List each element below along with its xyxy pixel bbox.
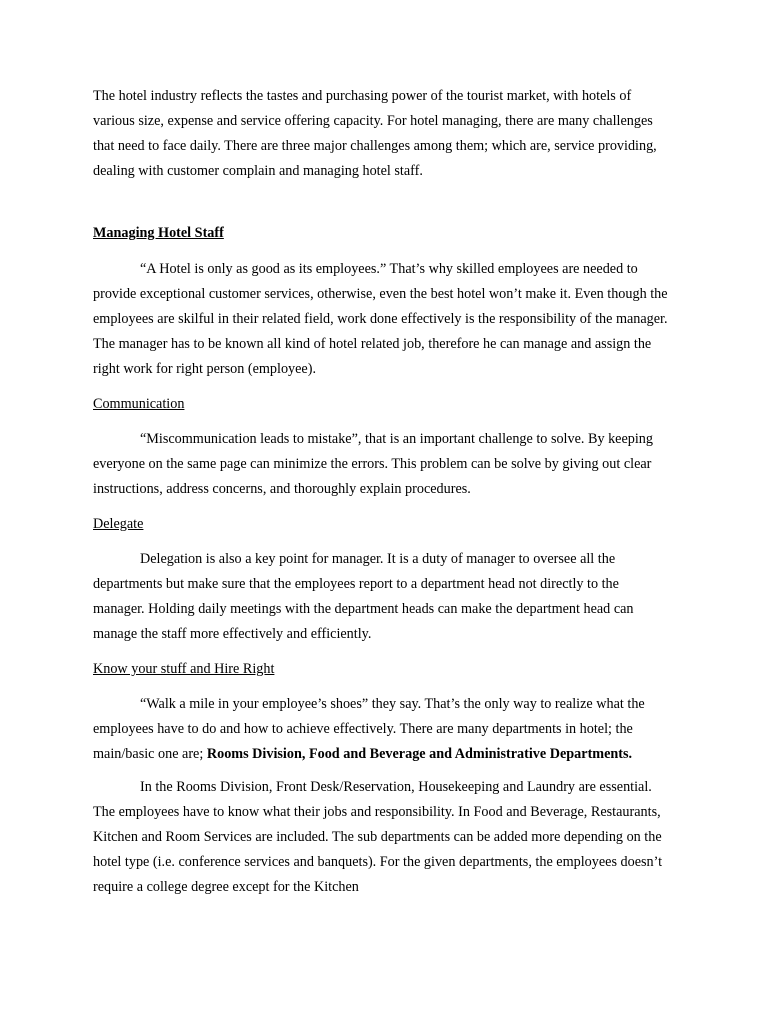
intro-paragraph: The hotel industry reflects the tastes and purchasing power of the tourist market, with hotels of various size, expense and service offering capacity. For hotel managing, there are many challenges that need to face daily. There are three major challenges among them; which are, service providing, dealing with customer complain and managing hotel staff. [93,88,657,179]
subheading-know-your-stuff: Know your stuff and Hire Right [93,661,275,677]
subheading-communication: Communication [93,396,185,412]
section-heading-managing-hotel-staff: Managing Hotel Staff [93,225,224,241]
paragraph-know-text: “Walk a mile in your employee’s shoes” they say. That’s the only way to realize what the employees have to do and how to achieve effectively. There are many departments in hotel; the main/basic one are; [93,696,645,762]
document-page [93,84,673,910]
paragraph-communication: “Miscommunication leads to mistake”, that is an important challenge to solve. By keeping everyone on the same page can minimize the errors. This problem can be solve by giving out clear instructions, address concerns, and thoroughly explain procedures. [93,431,653,497]
paragraph-rooms-division: In the Rooms Division, Front Desk/Reservation, Housekeeping and Laundry are essential. The employees have to know what their jobs and responsibility. In Food and Beverage, Restaurants, Kitchen and Room Services are included. The sub departments can be added more depending on the hotel type (i.e. conference services and banquets). For the given departments, the employees doesn’t require a college degree except for the Kitchen [93,779,663,895]
paragraph-know-your-stuff [93,692,673,767]
subheading-delegate: Delegate [93,516,144,532]
paragraph-delegate: Delegation is also a key point for manager. It is a duty of manager to oversee all the departments but make sure that the employees report to a department head not directly to the manager. Holding daily meetings with the department heads can make the department head can manage the staff more effectively and efficiently. [93,551,634,642]
paragraph-staff: “A Hotel is only as good as its employees.” That’s why skilled employees are needed to provide exceptional customer services, otherwise, even the best hotel won’t make it. Even though the employees are skilful in their related field, work done effectively is the responsibility of the manager. The manager has to be known all kind of hotel related job, therefore he can manage and assign the right work for right person (employee). [93,261,668,377]
paragraph-know-bold-departments: Rooms Division, Food and Beverage and Administrative Departments. [206,746,633,762]
